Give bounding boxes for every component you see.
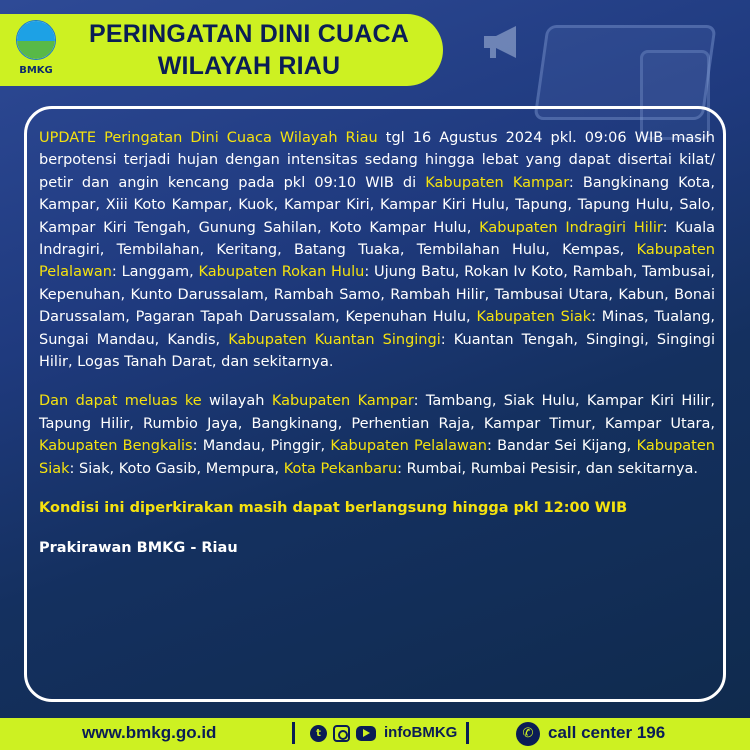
body-text: : Ujung Batu, Rokan Iv Koto, Rambah, Tambusai, Kepenuhan, Kunto Darussalam, Rambah Samo, Rambah Hilir, Tambusai Utara, Kabun, Bonai Darussalam, Pagaran Tapah Darussalam, Kepenuhan Hulu, <box>39 264 715 326</box>
highlighted-region-text: Kabupaten Indragiri Hilir <box>479 219 663 236</box>
footer-divider <box>466 722 469 744</box>
footer-bar <box>0 718 750 750</box>
warning-paragraph-extended <box>39 390 715 480</box>
social-handle[interactable]: infoBMKG <box>384 724 458 741</box>
body-text: : Bandar Sei Kijang, <box>486 438 637 455</box>
body-text: : Langgam, <box>111 264 199 281</box>
megaphone-icon <box>478 22 528 62</box>
twitter-icon[interactable]: t <box>310 725 327 742</box>
body-text: : Tambang, Siak Hulu, Kampar Kiri Hilir, Tapung Hilir, Rumbio Jaya, Bangkinang, Perhentian Raja, Kampar Timur, Kampar Utara, <box>39 393 715 432</box>
body-text: tgl 16 Agustus 2024 pkl. 09:06 WIB masih berpotensi terjadi hujan dengan intensitas sedang hingga lebat yang dapat disertai kilat/ petir dan angin kencang pada pkl 09:10 WIB di <box>39 130 715 191</box>
warning-card <box>24 106 726 702</box>
title-line-2: WILAYAH RIAU <box>157 52 341 80</box>
highlighted-region-text: Kabupaten Pelalawan <box>39 242 715 281</box>
bmkg-logo <box>12 20 60 82</box>
highlighted-region-text: UPDATE Peringatan Dini Cuaca Wilayah Riau <box>39 130 378 146</box>
highlighted-region-text: Kabupaten Kampar <box>271 393 414 410</box>
warning-content <box>39 127 715 576</box>
instagram-icon[interactable] <box>333 725 350 742</box>
body-text: : Rumbai, Rumbai Pesisir, dan sekitarnya. <box>397 460 699 477</box>
page-title <box>70 18 428 82</box>
body-text: : Siak, Koto Gasib, Mempura, <box>69 460 284 477</box>
website-link[interactable]: www.bmkg.go.id <box>82 723 217 742</box>
forecaster-signature: Prakirawan BMKG - Riau <box>39 539 238 556</box>
highlighted-region-text: Dan dapat meluas ke <box>39 393 202 410</box>
body-text: : Kuantan Tengah, Singingi, Singingi Hilir, Logas Tanah Darat, dan sekitarnya. <box>39 331 715 371</box>
highlighted-region-text: Kabupaten Rokan Hulu <box>198 264 365 281</box>
highlighted-region-text: Kabupaten Bengkalis <box>39 438 193 455</box>
body-text: : Bangkinang Kota, Kampar, Xiii Koto Kampar, Kuok, Kampar Kiri, Kampar Kiri Hulu, Tapung, Tapung Hulu, Salo, Kampar Kiri Tengah, Gunung Sahilan, Koto Kampar Hulu, <box>39 174 715 236</box>
title-line-1: PERINGATAN DINI CUACA <box>89 20 409 48</box>
bmkg-logo-emblem <box>16 20 56 60</box>
header-banner <box>0 14 443 86</box>
body-text: : Mandau, Pinggir, <box>192 438 331 455</box>
body-text: wilayah <box>201 393 272 410</box>
warning-paragraph-main <box>39 127 715 373</box>
youtube-icon[interactable] <box>356 726 376 741</box>
call-center[interactable]: call center 196 <box>548 723 666 742</box>
logo-label: BMKG <box>19 65 53 76</box>
body-text: : Minas, Tualang, Sungai Mandau, Kandis, <box>39 309 716 348</box>
highlighted-region-text: Kabupaten Siak <box>39 438 715 477</box>
body-text: : Kuala Indragiri, Tembilahan, Keritang, Batang Tuaka, Tembilahan Hulu, Kempas, <box>39 219 716 259</box>
footer-divider <box>292 722 295 744</box>
highlighted-region-text: Kabupaten Kuantan Singingi <box>228 331 441 348</box>
highlighted-region-text: Kabupaten Siak <box>476 309 592 326</box>
highlighted-region-text: Kabupaten Pelalawan <box>330 438 487 455</box>
phone-icon: ✆ <box>516 722 540 746</box>
highlighted-region-text: Kota Pekanbaru <box>283 460 398 477</box>
warning-duration: Kondisi ini diperkirakan masih dapat berlangsung hingga pkl 12:00 WIB <box>39 500 628 517</box>
highlighted-region-text: Kabupaten Kampar <box>425 174 569 191</box>
